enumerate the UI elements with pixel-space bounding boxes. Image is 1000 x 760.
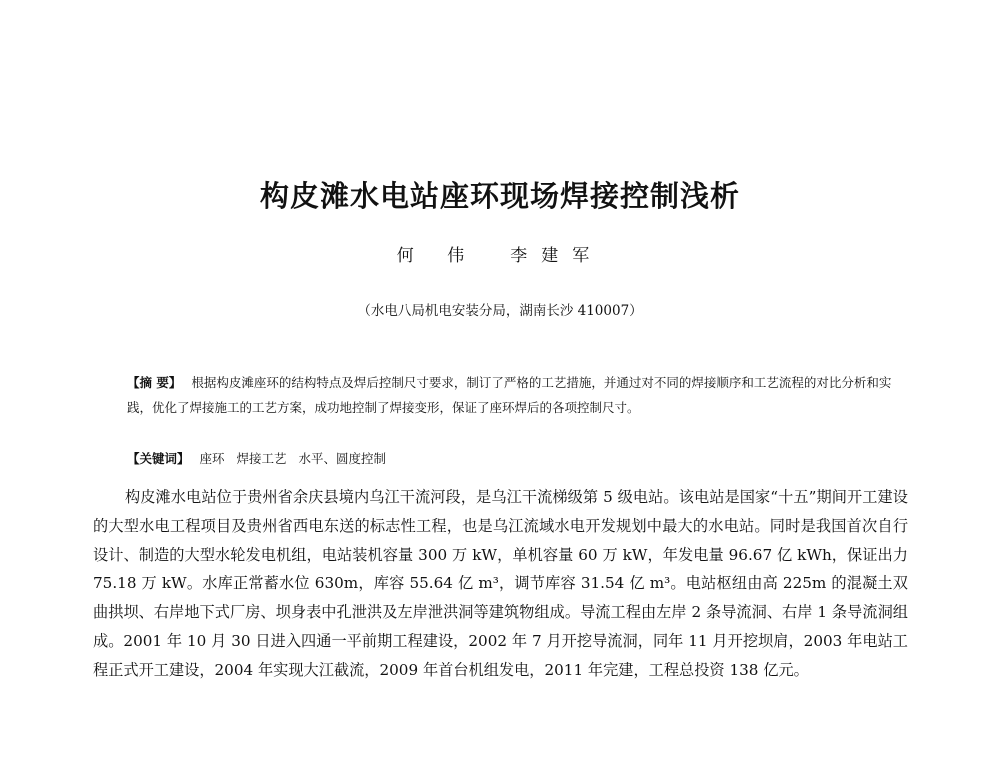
author-name: 何 伟 <box>396 246 479 266</box>
keyword: 座环 <box>199 451 225 466</box>
keyword: 水平、圆度控制 <box>298 451 387 466</box>
keyword: 焊接工艺 <box>236 451 287 466</box>
abstract-text: 根据构皮滩座环的结构特点及焊后控制尺寸要求，制订了严格的工艺措施，并通过对不同的焊接顺序和工艺流程的对比分析和实践，优化了焊接施工的工艺方案，成功地控制了焊接变形，保证了座环焊后的各项控制尺寸。 <box>127 375 892 415</box>
abstract-label: 【摘 要】 <box>127 375 182 390</box>
body-paragraph: 构皮滩水电站位于贵州省余庆县境内乌江干流河段，是乌江干流梯级第 5 级电站。该电站是国家“十五”期间开工建设的大型水电工程项目及贵州省西电东送的标志性工程，也是乌江流域水电开发规划中最大的水电站。同时是我国首次自行设计、制造的大型水轮发电机组，电站装机容量 300 万 kW，单机容量 60 万 kW，年发电量 96.67 亿 kWh，保证出力 75.18 万 kW。水库正常蓄水位 630m，库容 55.64 亿 m³，调节库容 31.54 亿 m³。电站枢纽由高 225m 的混凝土双曲拱坝、右岸地下式厂房、坝身表中孔泄洪及左岸泄洪洞等建筑物组成。导流工程由左岸 2 条导流洞、右岸 1 条导流洞组成。2001 年 10 月 30 日进入四通一平前期工程建设，2002 年 7 月开挖导流洞，同年 11 月开挖坝肩，2003 年电站工程正式开工建设，2004 年实现大江截流，2009 年首台机组发电，2011 年完建，工程总投资 138 亿元。 <box>93 488 908 679</box>
paper-title: 构皮滩水电站座环现场焊接控制浅析 <box>259 179 740 213</box>
abstract-block <box>127 370 897 420</box>
author-name: 李建军 <box>510 246 604 266</box>
author-line <box>0 242 1000 270</box>
keywords-block <box>127 446 897 471</box>
author-affiliation: （水电八局机电安装分局，湖南长沙 410007） <box>357 303 643 319</box>
keywords-label: 【关键词】 <box>127 451 190 466</box>
